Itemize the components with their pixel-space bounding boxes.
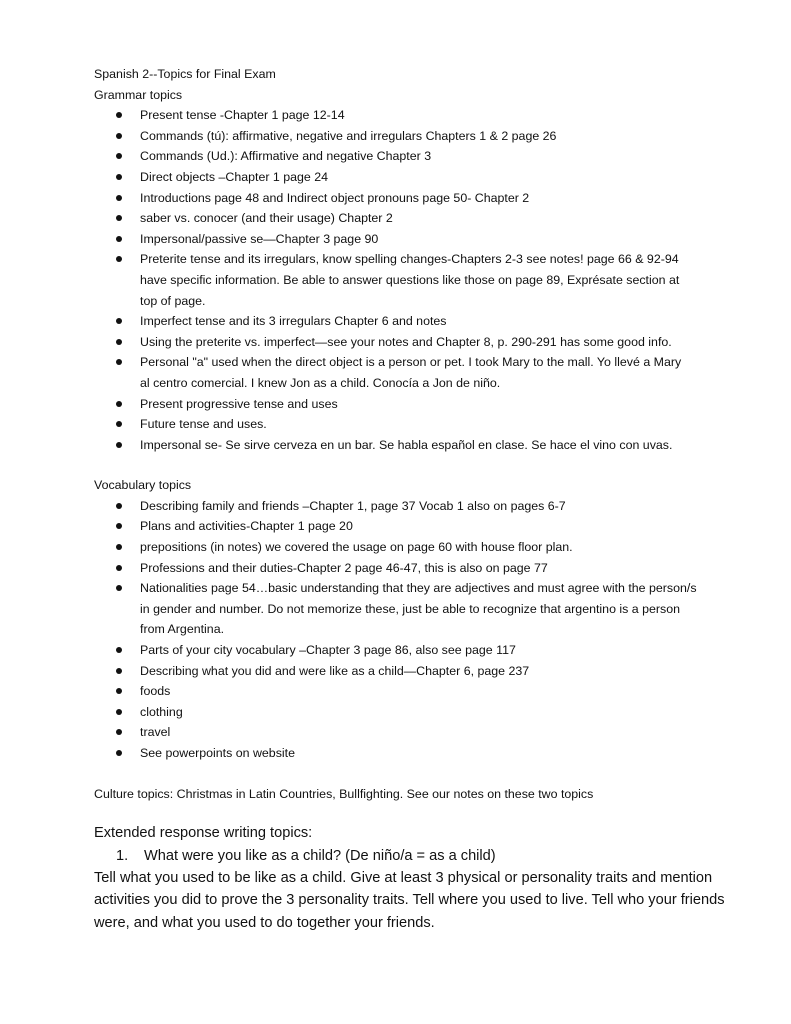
vocabulary-topic-line: prepositions (in notes) we covered the usage on page 60 with house floor plan. xyxy=(140,540,573,555)
document-title: Spanish 2--Topics for Final Exam xyxy=(94,67,276,81)
extended-paragraph-line: activities you did to prove the 3 personality traits. Tell where you used to live. Tell who your friends xyxy=(94,892,725,909)
bullet-icon xyxy=(116,174,122,180)
vocabulary-topic xyxy=(94,743,734,764)
bullet-icon xyxy=(116,729,122,735)
vocabulary-topic-line: See powerpoints on website xyxy=(140,746,295,760)
grammar-list xyxy=(94,105,734,455)
vocabulary-topic xyxy=(94,496,734,517)
bullet-icon xyxy=(116,236,122,242)
vocabulary-topic xyxy=(94,516,734,537)
bullet-icon xyxy=(116,195,122,201)
vocabulary-topic xyxy=(94,578,734,640)
grammar-topic-line: Commands (Ud.): Affirmative and negative Chapter 3 xyxy=(140,149,432,164)
bullet-icon xyxy=(116,544,122,550)
vocabulary-topic xyxy=(94,722,734,743)
grammar-topic xyxy=(94,414,734,435)
grammar-topic-line: Imperfect tense and its 3 irregulars Chapter 6 and notes xyxy=(140,314,447,329)
vocabulary-topic-line: Describing family and friends –Chapter 1, page 37 Vocab 1 also on pages 6-7 xyxy=(140,498,566,513)
bullet-icon xyxy=(116,647,122,653)
bullet-icon xyxy=(116,585,122,591)
bullet-icon xyxy=(116,565,122,571)
grammar-topic xyxy=(94,229,734,250)
grammar-topic-line: Impersonal/passive se—Chapter 3 page 90 xyxy=(140,231,379,246)
spacer xyxy=(94,764,734,784)
vocabulary-topic-line: Describing what you did and were like as a child—Chapter 6, page 237 xyxy=(140,663,530,678)
bullet-icon xyxy=(116,442,122,448)
grammar-topic xyxy=(94,105,734,126)
grammar-topic-line: Future tense and uses. xyxy=(140,417,267,432)
extended-heading: Extended response writing topics: xyxy=(94,825,313,842)
grammar-topic-line: saber vs. conocer (and their usage) Chapter 2 xyxy=(140,211,393,226)
vocabulary-topic xyxy=(94,661,734,682)
bullet-icon xyxy=(116,339,122,345)
bullet-icon xyxy=(116,153,122,159)
grammar-topic xyxy=(94,394,734,415)
grammar-topic-line: Preterite tense and its irregulars, know spelling changes-Chapters 2-3 see notes! page 66 & 92-94 xyxy=(140,252,679,267)
bullet-icon xyxy=(116,112,122,118)
bullet-icon xyxy=(116,688,122,694)
extended-paragraph-line: were, and what you used to do together your friends. xyxy=(94,914,435,931)
vocabulary-topic-line: Nationalities page 54…basic understanding that they are adjectives and must agree with the person/s xyxy=(140,581,697,596)
vocabulary-topic xyxy=(94,537,734,558)
extended-item xyxy=(94,845,734,867)
bullet-icon xyxy=(116,421,122,427)
grammar-topic xyxy=(94,435,734,456)
vocabulary-heading: Vocabulary topics xyxy=(94,478,192,493)
vocabulary-topic-line: in gender and number. Do not memorize these, just be able to recognize that argentino is a person xyxy=(140,601,681,616)
grammar-topic xyxy=(94,167,734,188)
grammar-topic-line: Direct objects –Chapter 1 page 24 xyxy=(140,169,329,184)
grammar-topic xyxy=(94,332,734,353)
vocabulary-topic-line: from Argentina. xyxy=(140,622,225,637)
vocabulary-topic-line: Plans and activities-Chapter 1 page 20 xyxy=(140,519,353,534)
grammar-topic-line: al centro comercial. I knew Jon as a child. Conocía a Jon de niño. xyxy=(140,375,501,390)
vocabulary-list xyxy=(94,496,734,764)
grammar-topic-line: top of page. xyxy=(140,293,206,308)
vocabulary-topic xyxy=(94,640,734,661)
grammar-topic-line: Impersonal se- Se sirve cerveza en un bar. Se habla español en clase. Se hace el vino con uvas. xyxy=(140,437,673,452)
bullet-icon xyxy=(116,750,122,756)
bullet-icon xyxy=(116,668,122,674)
bullet-icon xyxy=(116,709,122,715)
grammar-topic xyxy=(94,126,734,147)
bullet-icon xyxy=(116,133,122,139)
bullet-icon xyxy=(116,256,122,262)
vocabulary-topic-line: foods xyxy=(140,684,171,699)
bullet-icon xyxy=(116,401,122,407)
grammar-topic xyxy=(94,311,734,332)
grammar-topic xyxy=(94,249,734,311)
grammar-topic xyxy=(94,352,734,393)
grammar-topic-line: Using the preterite vs. imperfect—see your notes and Chapter 8, p. 290-291 has some good info. xyxy=(140,334,672,349)
extended-item-number: 1. xyxy=(116,847,129,864)
grammar-topic-line: Introductions page 48 and Indirect object pronouns page 50- Chapter 2 xyxy=(140,190,530,205)
grammar-topic-line: Commands (tú): affirmative, negative and irregulars Chapters 1 & 2 page 26 xyxy=(140,128,557,143)
vocabulary-topic-line: Parts of your city vocabulary –Chapter 3 page 86, also see page 117 xyxy=(140,643,516,658)
document-page xyxy=(94,64,734,934)
grammar-topic-line: Present progressive tense and uses xyxy=(140,396,338,411)
vocabulary-topic xyxy=(94,702,734,723)
extended-paragraph-line: Tell what you used to be like as a child. Give at least 3 physical or personality traits and mention xyxy=(94,870,713,886)
vocabulary-topic-line: Professions and their duties-Chapter 2 page 46-47, this is also on page 77 xyxy=(140,560,548,575)
vocabulary-topic xyxy=(94,558,734,579)
bullet-icon xyxy=(116,523,122,529)
grammar-topic xyxy=(94,188,734,209)
vocabulary-topic-line: clothing xyxy=(140,704,183,719)
bullet-icon xyxy=(116,359,122,365)
grammar-topic-line: have specific information. Be able to answer questions like those on page 89, Exprésate section at xyxy=(140,272,680,287)
culture-topics: Culture topics: Christmas in Latin Countries, Bullfighting. See our notes on these two topics xyxy=(94,786,594,801)
extended-item-text: What were you like as a child? (De niño/a = as a child) xyxy=(144,847,496,864)
grammar-heading: Grammar topics xyxy=(94,87,183,102)
vocabulary-topic-line: travel xyxy=(140,725,171,740)
spacer xyxy=(94,455,734,475)
grammar-topic-line: Personal "a" used when the direct object is a person or pet. I took Mary to the mall. Yo llevé a Mary xyxy=(140,355,682,370)
grammar-topic xyxy=(94,208,734,229)
extended-response-section xyxy=(94,822,734,934)
bullet-icon xyxy=(116,503,122,509)
grammar-topic xyxy=(94,146,734,167)
bullet-icon xyxy=(116,318,122,324)
spacer xyxy=(94,804,734,822)
bullet-icon xyxy=(116,215,122,221)
grammar-topic-line: Present tense -Chapter 1 page 12-14 xyxy=(140,108,345,123)
vocabulary-topic xyxy=(94,681,734,702)
